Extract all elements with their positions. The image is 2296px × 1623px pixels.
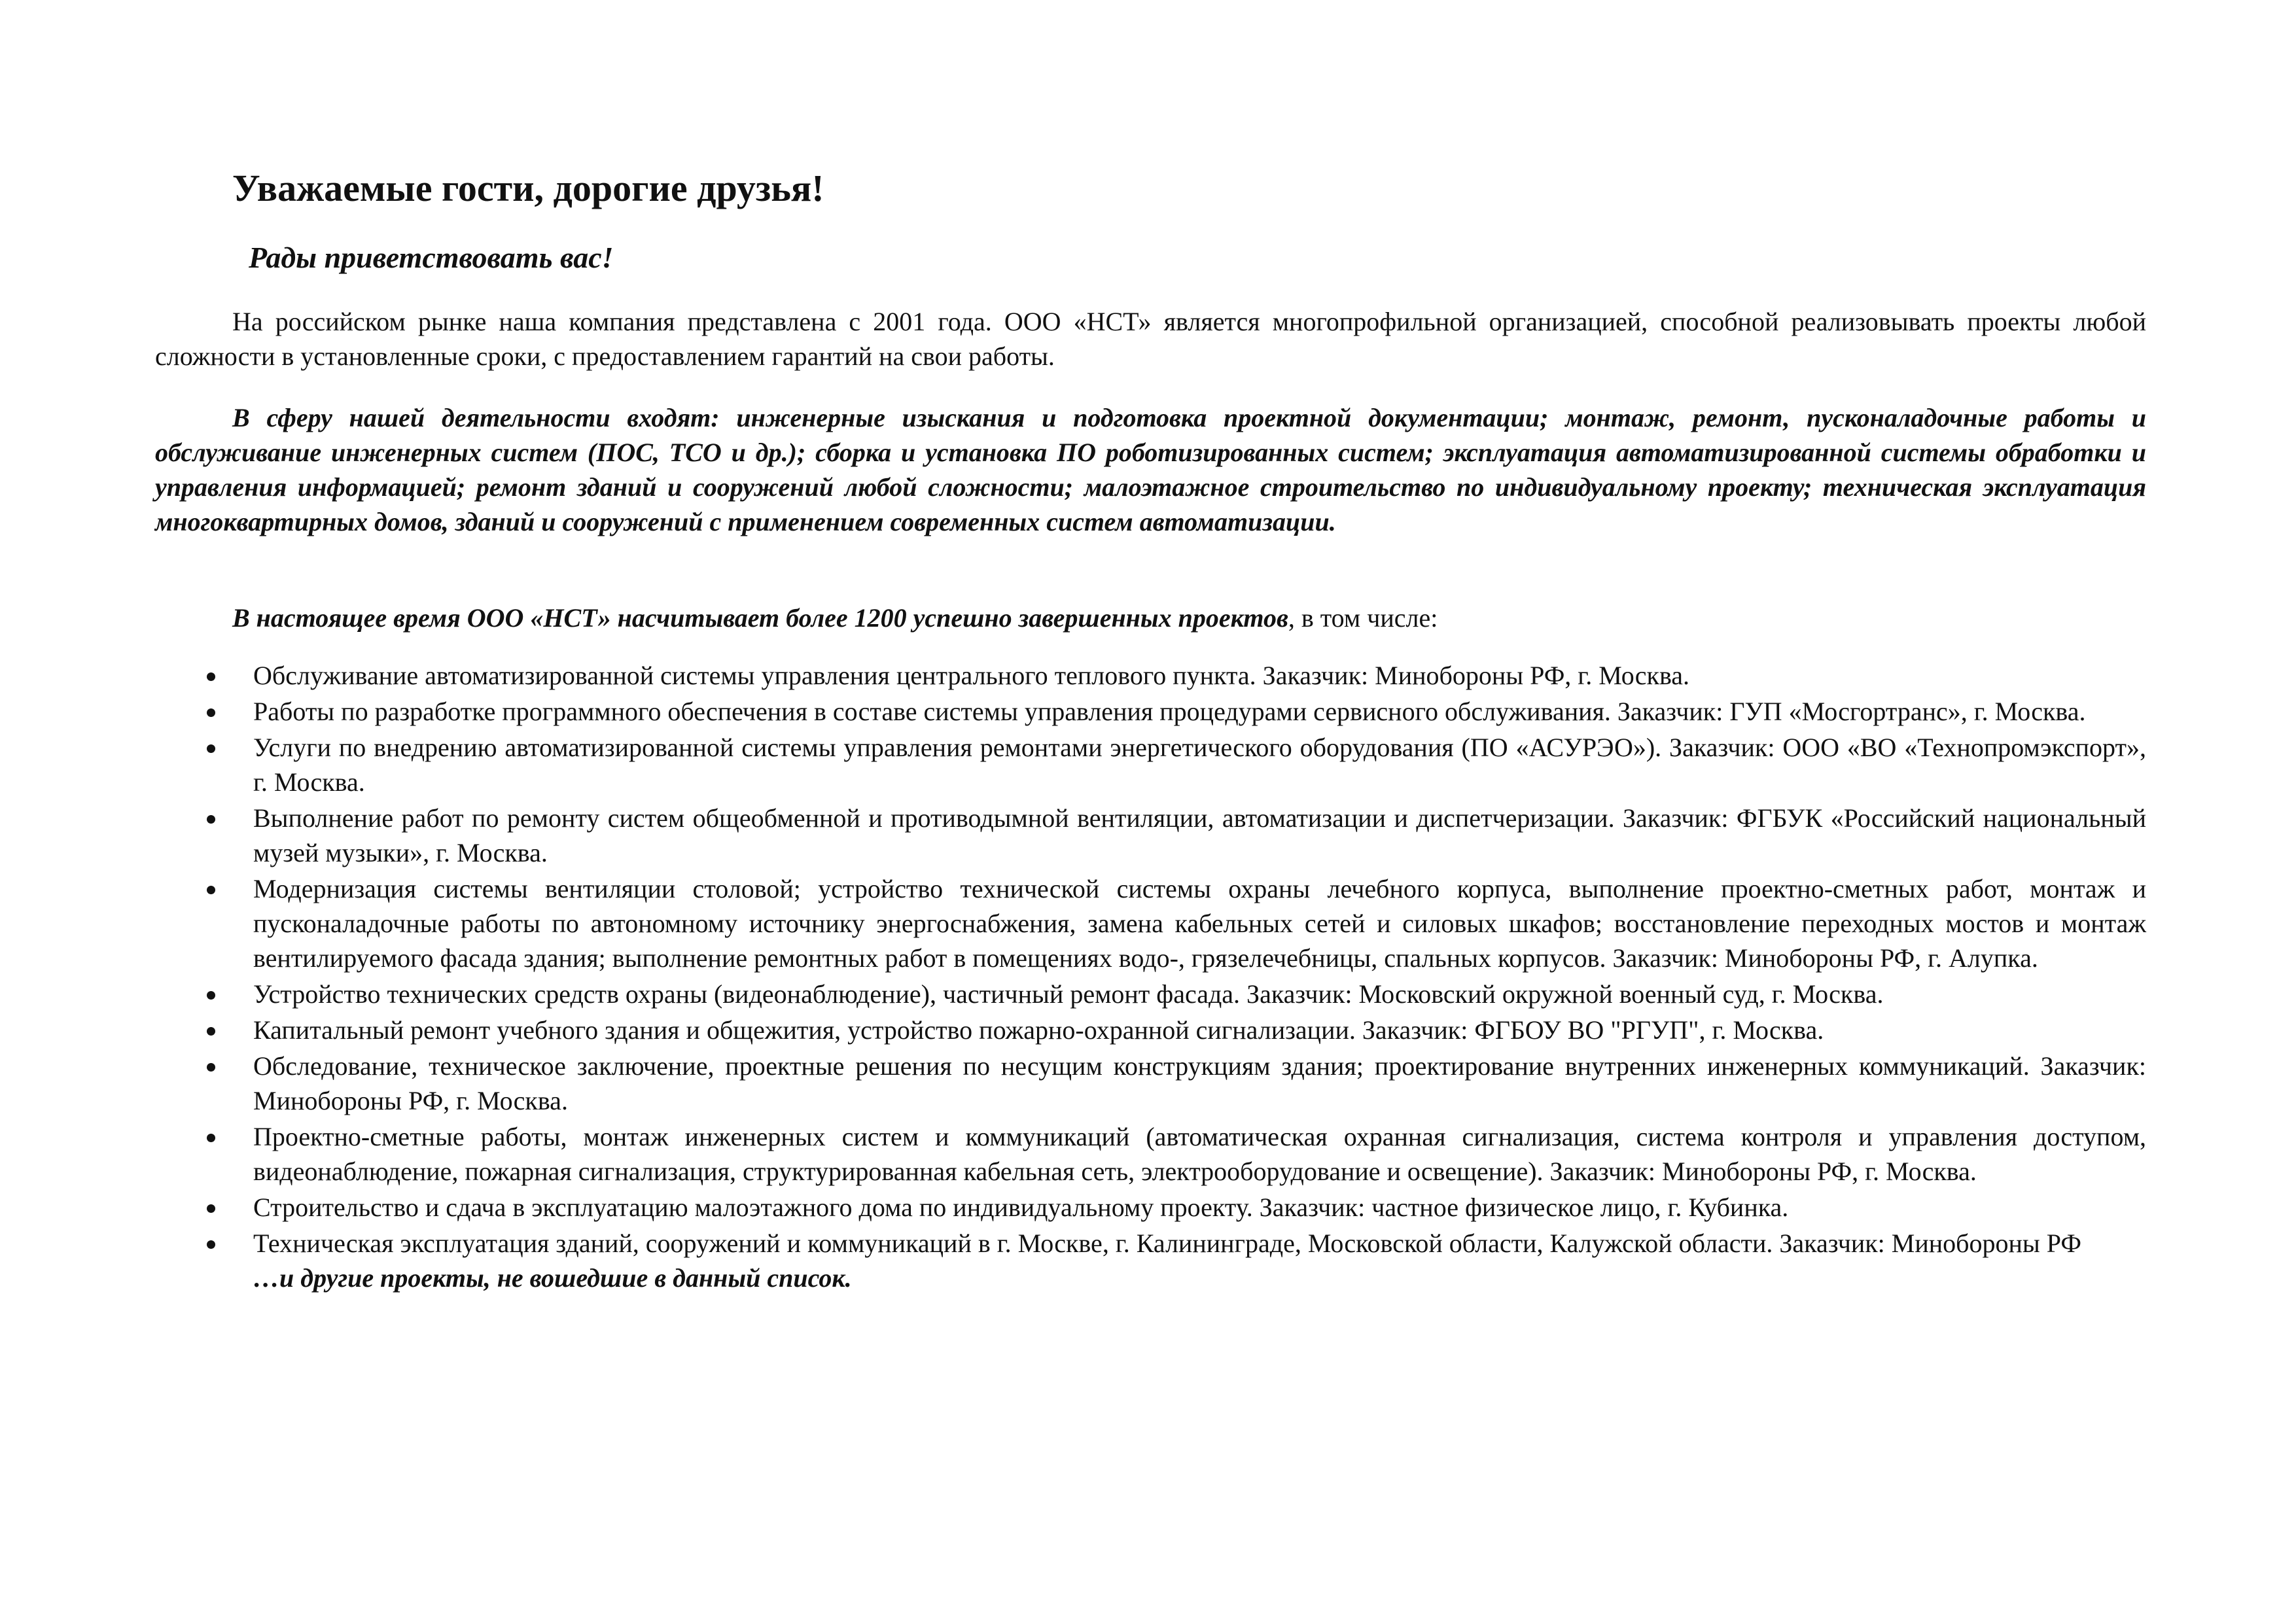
list-item bbox=[253, 1226, 2146, 1295]
project-text: Обследование, техническое заключение, проектные решения по несущим конструкциям здания; проектирование внутренних инженерных коммуникаций. Заказчик: Минобороны РФ, г. Москва. bbox=[253, 1051, 2146, 1115]
page-heading: Уважаемые гости, дорогие друзья! bbox=[232, 167, 824, 209]
bullet-icon bbox=[207, 1240, 215, 1249]
greeting-line: Рады приветствовать вас! bbox=[249, 241, 614, 274]
list-item bbox=[253, 1190, 2146, 1225]
list-item bbox=[253, 801, 2146, 870]
bullet-icon bbox=[207, 886, 215, 894]
bullet-icon bbox=[207, 1204, 215, 1213]
project-text: Модернизация системы вентиляции столовой; устройство технической системы охраны лечебного корпуса, выполнение проектно-сметных работ, монтаж и пусконаладочные работы по автономному источнику энергоснабжения, замена кабельных сетей и силовых шкафов; восстановление переходных мостов и монтаж вентилируемого фасада здания; выполнение ремонтных работ в помещениях водо-, грязелечебницы, спальных корпусов. Заказчик: Минобороны РФ, г. Алупка. bbox=[253, 874, 2146, 973]
list-item bbox=[253, 694, 2146, 729]
project-text: Услуги по внедрению автоматизированной системы управления ремонтами энергетического оборудования (ПО «АСУРЭО»). Заказчик: ООО «ВО «Технопромэкспорт», г. Москва. bbox=[253, 733, 2146, 797]
project-text: Проектно-сметные работы, монтаж инженерных систем и коммуникаций (автоматическая охранная сигнализация, система контроля и управления доступом, видеонаблюдение, пожарная сигнализация, структурированная кабельная сеть, электрооборудование и освещение). Заказчик: Минобороны РФ, г. Москва. bbox=[253, 1122, 2146, 1186]
intro-paragraph: На российском рынке наша компания представлена с 2001 года. ООО «НСТ» является многопрофильной организацией, способной реализовывать проекты любой сложности в установленные сроки, с предоставлением гарантий на свои работы. bbox=[155, 307, 2146, 371]
bullet-icon bbox=[207, 991, 215, 1000]
bullet-icon bbox=[207, 1134, 215, 1142]
projects-list bbox=[253, 658, 2146, 1297]
list-item bbox=[253, 1119, 2146, 1189]
list-item bbox=[253, 977, 2146, 1011]
bullet-icon bbox=[207, 1063, 215, 1072]
project-text: Капитальный ремонт учебного здания и общежития, устройство пожарно-охранной сигнализации. Заказчик: ФГБОУ ВО "РГУП", г. Москва. bbox=[253, 1015, 1824, 1045]
project-text: Техническая эксплуатация зданий, сооружений и коммуникаций в г. Москве, г. Калининграде, Московской области, Калужской области. Заказчик: Минобороны РФ bbox=[253, 1229, 2081, 1258]
list-item bbox=[253, 1049, 2146, 1118]
list-item bbox=[253, 658, 2146, 693]
activity-scope-paragraph: В сферу нашей деятельности входят: инженерные изыскания и подготовка проектной документации; монтаж, ремонт, пусконаладочные работы и обслуживание инженерных систем (ПОС, ТСО и др.); сборка и установка ПО роботизированных систем; эксплуатация автоматизированной системы обработки и управления информацией; ремонт зданий и сооружений любой сложности; малоэтажное строительство по индивидуальному проекту; техническая эксплуатация многоквартирных домов, зданий и сооружений с применением современных систем автоматизации. bbox=[155, 403, 2146, 536]
list-item bbox=[253, 871, 2146, 975]
project-text: Обслуживание автоматизированной системы управления центрального теплового пункта. Заказчик: Минобороны РФ, г. Москва. bbox=[253, 661, 1690, 690]
project-text: Строительство и сдача в эксплуатацию малоэтажного дома по индивидуальному проекту. Заказчик: частное физическое лицо, г. Кубинка. bbox=[253, 1193, 1789, 1222]
project-text: Устройство технических средств охраны (видеонаблюдение), частичный ремонт фасада. Заказчик: Московский окружной военный суд, г. Москва. bbox=[253, 979, 1884, 1009]
list-item bbox=[253, 730, 2146, 799]
bullet-icon bbox=[207, 672, 215, 681]
closing-note: …и другие проекты, не вошедшие в данный список. bbox=[253, 1263, 852, 1293]
project-text: Работы по разработке программного обеспечения в составе системы управления процедурами сервисного обслуживания. Заказчик: ГУП «Мосгортранс», г. Москва. bbox=[253, 697, 2086, 726]
bullet-icon bbox=[207, 744, 215, 753]
projects-intro-bold: В настоящее время ООО «НСТ» насчитывает более 1200 успешно завершенных проектов bbox=[232, 603, 1288, 633]
bullet-icon bbox=[207, 1027, 215, 1036]
bullet-icon bbox=[207, 708, 215, 717]
list-item bbox=[253, 1013, 2146, 1047]
bullet-icon bbox=[207, 815, 215, 824]
projects-intro bbox=[232, 601, 1438, 635]
projects-intro-rest: , в том числе: bbox=[1288, 603, 1438, 633]
project-text: Выполнение работ по ремонту систем общеобменной и противодымной вентиляции, автоматизации и диспетчеризации. Заказчик: ФГБУК «Российский национальный музей музыки», г. Москва. bbox=[253, 803, 2146, 867]
